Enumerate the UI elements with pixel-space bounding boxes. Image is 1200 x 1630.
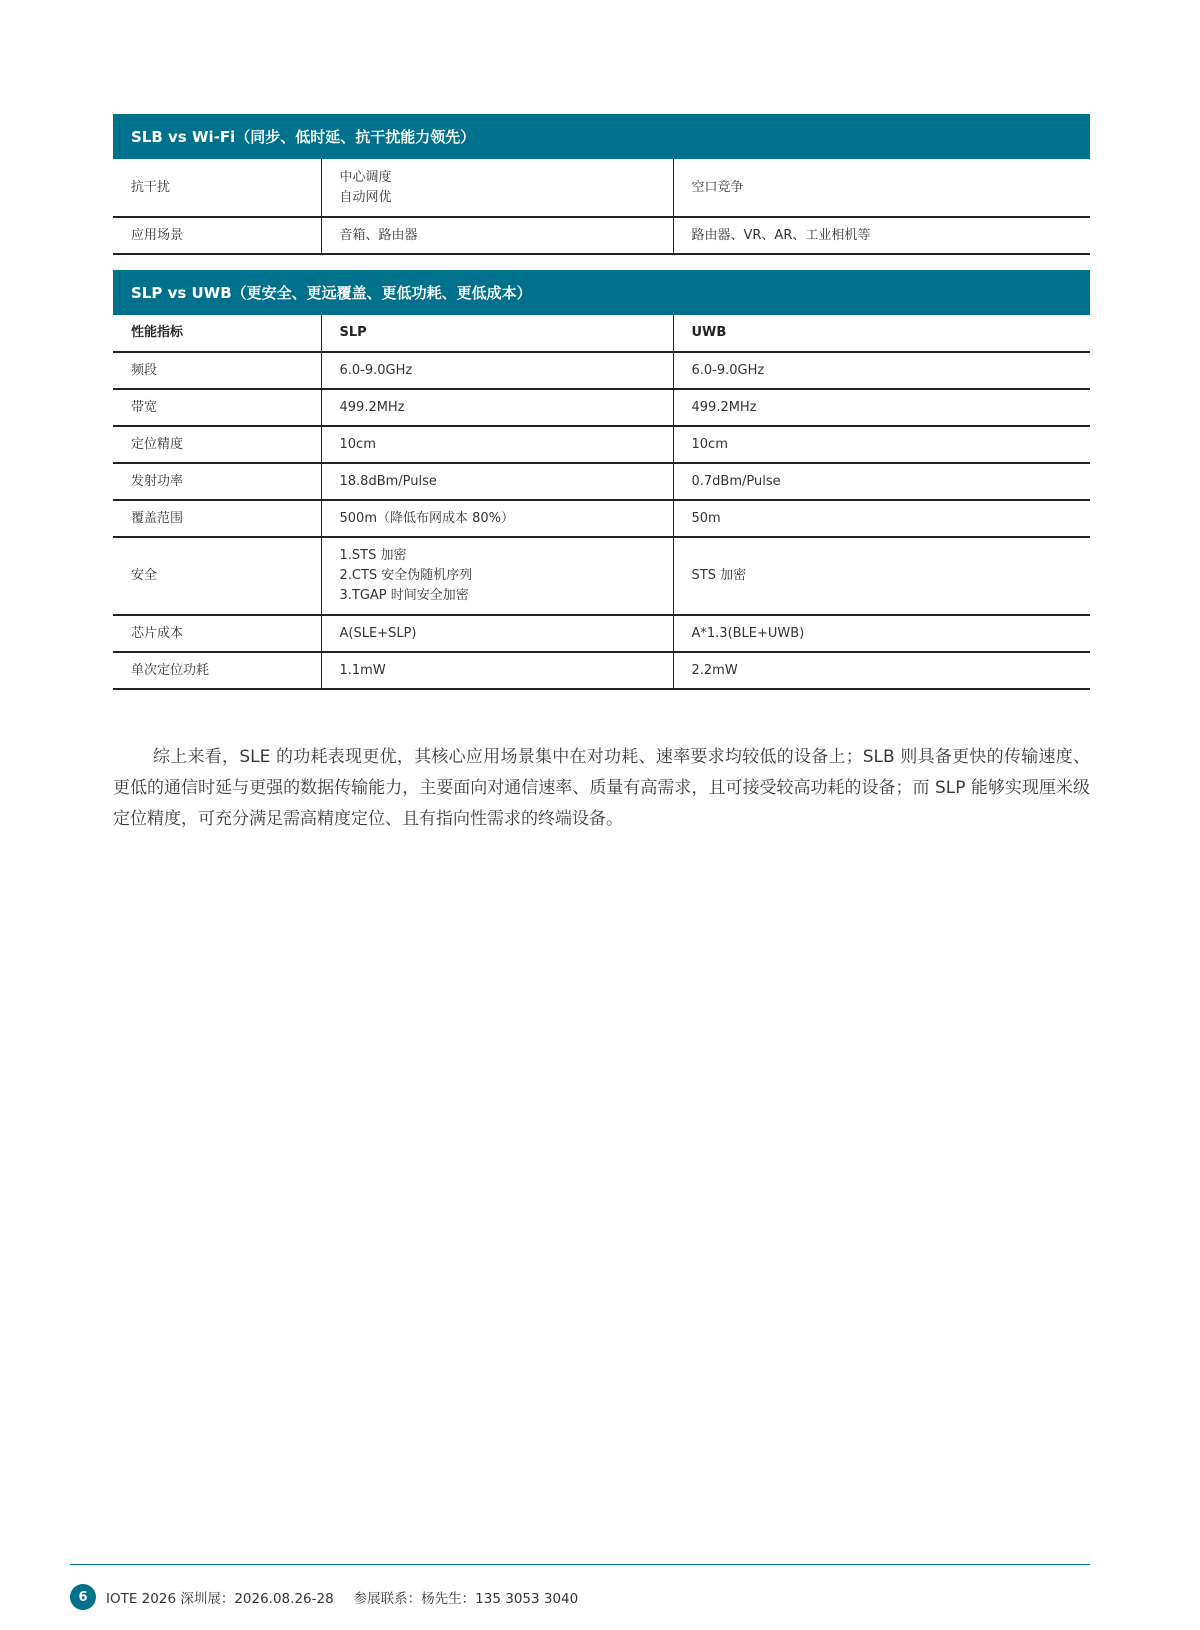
- cell-line: 1.STS 加密: [339, 548, 407, 563]
- wifi-cell: 空口竞争: [673, 159, 1090, 217]
- slp-cell: [321, 537, 673, 615]
- table-header-title: SLP vs UWB（更安全、更远覆盖、更低功耗、更低成本）: [113, 270, 1090, 315]
- comparison-table: [113, 315, 1090, 690]
- uwb-cell: 2.2mW: [673, 652, 1090, 689]
- contact-info: 参展联系：杨先生：135 3053 3040: [353, 1591, 579, 1607]
- table-row: [113, 426, 1090, 463]
- table-header-title: SLB vs Wi-Fi（同步、低时延、抗干扰能力领先）: [113, 114, 1090, 159]
- slp-cell: A(SLE+SLP): [321, 615, 673, 652]
- table-row: [113, 217, 1090, 254]
- table-row: [113, 615, 1090, 652]
- slp-cell: 18.8dBm/Pulse: [321, 463, 673, 500]
- row-label: 单次定位功耗: [113, 652, 321, 689]
- slp-cell: 10cm: [321, 426, 673, 463]
- uwb-cell: 6.0-9.0GHz: [673, 352, 1090, 389]
- cell-line: 2.CTS 安全伪随机序列: [339, 568, 473, 583]
- cell-line: 3.TGAP 时间安全加密: [339, 588, 469, 603]
- table-row: [113, 652, 1090, 689]
- table-row: [113, 463, 1090, 500]
- slb-cell: [321, 159, 673, 217]
- summary-paragraph: 综上来看，SLE 的功耗表现更优，其核心应用场景集中在对功耗、速率要求均较低的设备上；SLB 则具备更快的传输速度、更低的通信时延与更强的数据传输能力，主要面向对通信速率、质量有高需求，且可接受较高功耗的设备；而 SLP 能够实现厘米级定位精度，可充分满足需高精度定位、且有指向性需求的终端设备。: [113, 747, 1090, 829]
- row-label: 定位精度: [113, 426, 321, 463]
- row-label: 安全: [113, 537, 321, 615]
- table-header-row: [113, 315, 1090, 352]
- slp-cell: 1.1mW: [321, 652, 673, 689]
- uwb-cell: 0.7dBm/Pulse: [673, 463, 1090, 500]
- uwb-cell: 50m: [673, 500, 1090, 537]
- row-label: 频段: [113, 352, 321, 389]
- row-label: 带宽: [113, 389, 321, 426]
- uwb-cell: 499.2MHz: [673, 389, 1090, 426]
- slp-cell: 499.2MHz: [321, 389, 673, 426]
- page-footer: [70, 1584, 578, 1610]
- slp-cell: 500m（降低布网成本 80%）: [321, 500, 673, 537]
- column-header: 性能指标: [113, 315, 321, 352]
- row-label: 芯片成本: [113, 615, 321, 652]
- row-label: 发射功率: [113, 463, 321, 500]
- column-header: SLP: [321, 315, 673, 352]
- wifi-cell: 路由器、VR、AR、工业相机等: [673, 217, 1090, 254]
- slp-cell: 6.0-9.0GHz: [321, 352, 673, 389]
- row-label: 覆盖范围: [113, 500, 321, 537]
- slb-vs-wifi-table: [113, 114, 1090, 255]
- uwb-cell: 10cm: [673, 426, 1090, 463]
- slp-vs-uwb-table: [113, 270, 1090, 690]
- comparison-table: [113, 159, 1090, 255]
- event-info: IOTE 2026 深圳展：2026.08.26-28: [106, 1591, 334, 1607]
- slb-cell: 音箱、路由器: [321, 217, 673, 254]
- uwb-cell: A*1.3(BLE+UWB): [673, 615, 1090, 652]
- row-label: 抗干扰: [113, 159, 321, 217]
- column-header: UWB: [673, 315, 1090, 352]
- table-row: [113, 352, 1090, 389]
- table-row: [113, 537, 1090, 615]
- cell-line: 中心调度: [339, 169, 392, 185]
- cell-line: 自动网优: [339, 189, 392, 205]
- uwb-cell: STS 加密: [673, 537, 1090, 615]
- table-row: [113, 389, 1090, 426]
- table-row: [113, 500, 1090, 537]
- table-row: [113, 159, 1090, 217]
- footer-divider: [70, 1564, 1090, 1565]
- page-number-badge: 6: [70, 1584, 96, 1610]
- row-label: 应用场景: [113, 217, 321, 254]
